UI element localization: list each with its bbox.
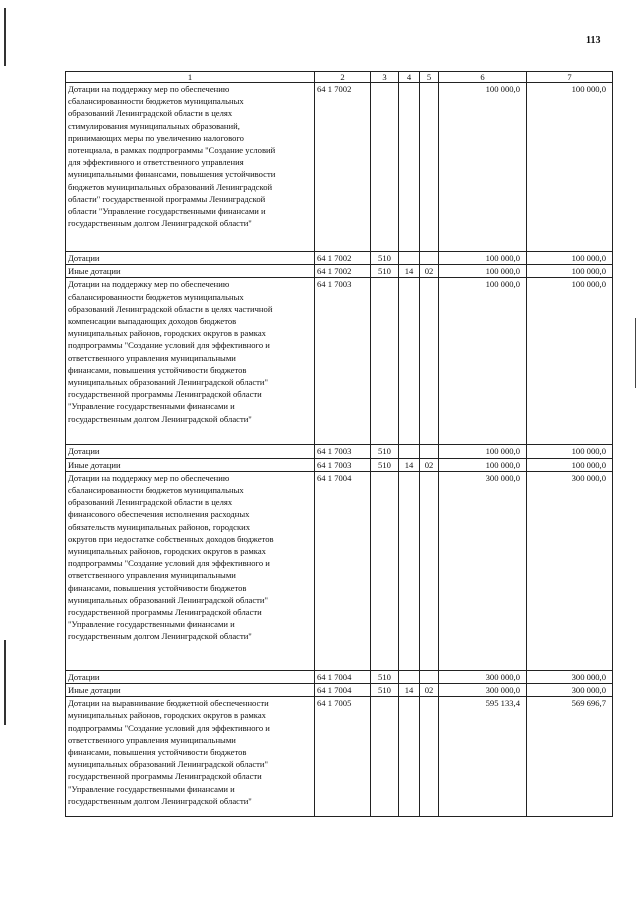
- row-section: 14: [399, 265, 420, 278]
- row-description: [66, 471, 315, 670]
- scan-edge-mark-right: [635, 318, 637, 388]
- row-section: [399, 252, 420, 265]
- table-row: [66, 83, 613, 252]
- row-amount-year-1: 100 000,0: [439, 278, 527, 445]
- table-row: [66, 265, 613, 278]
- row-description: [66, 265, 315, 278]
- row-amount-year-2: 569 696,7: [527, 697, 613, 817]
- row-subsection: [420, 445, 439, 458]
- table-row: [66, 458, 613, 471]
- row-amount-year-1: 100 000,0: [439, 265, 527, 278]
- row-description-text: Дотации: [68, 446, 100, 457]
- row-expense-type: [371, 278, 399, 445]
- row-target-code: 64 1 7004: [315, 684, 371, 697]
- row-expense-type: 510: [371, 684, 399, 697]
- row-amount-year-2: 100 000,0: [527, 445, 613, 458]
- row-expense-type: 510: [371, 445, 399, 458]
- row-description: [66, 684, 315, 697]
- header-col-6: 6: [439, 72, 527, 83]
- table-row: [66, 278, 613, 445]
- row-subsection: [420, 471, 439, 670]
- row-subsection: [420, 670, 439, 683]
- header-col-1: 1: [66, 72, 315, 83]
- row-subsection: 02: [420, 458, 439, 471]
- row-description-text: Дотации на поддержку мер по обеспечению сбалансированности бюджетов муниципальных образований Ленинградской области в целях финансового обеспечения исполнения расходных обязательств муниципальных районов, городских округов при недостатке собственных доходов бюджетов муниципальных районов, городских округов в рамках подпрограммы "Создание условий для эффективного и ответственного управления муниципальными финансами, повышения устойчивости бюджетов муниципальных образований Ленинградской области" государственной программы Ленинградской области "Управление государственными финансами и государственным долгом Ленинградской области": [68, 472, 274, 642]
- scan-edge-mark-bottom: [4, 640, 6, 725]
- row-target-code: 64 1 7004: [315, 670, 371, 683]
- table-row: [66, 471, 613, 670]
- row-target-code: 64 1 7002: [315, 265, 371, 278]
- row-target-code: 64 1 7002: [315, 83, 371, 252]
- row-amount-year-2: 100 000,0: [527, 265, 613, 278]
- row-expense-type: 510: [371, 252, 399, 265]
- row-target-code: 64 1 7004: [315, 471, 371, 670]
- header-col-4: 4: [399, 72, 420, 83]
- row-subsection: [420, 252, 439, 265]
- header-col-7: 7: [527, 72, 613, 83]
- row-description: [66, 252, 315, 265]
- row-description: [66, 670, 315, 683]
- row-amount-year-1: 595 133,4: [439, 697, 527, 817]
- row-target-code: 64 1 7003: [315, 445, 371, 458]
- row-description: [66, 458, 315, 471]
- row-target-code: 64 1 7003: [315, 458, 371, 471]
- scan-edge-mark-top: [4, 8, 6, 66]
- row-amount-year-1: 100 000,0: [439, 83, 527, 252]
- row-target-code: 64 1 7002: [315, 252, 371, 265]
- row-subsection: [420, 697, 439, 817]
- row-description-text: Дотации: [68, 671, 100, 682]
- row-section: [399, 697, 420, 817]
- header-col-2: 2: [315, 72, 371, 83]
- row-section: 14: [399, 684, 420, 697]
- row-section: [399, 445, 420, 458]
- row-amount-year-1: 300 000,0: [439, 670, 527, 683]
- row-subsection: 02: [420, 684, 439, 697]
- table-row: [66, 684, 613, 697]
- row-section: 14: [399, 458, 420, 471]
- table-header-row: [66, 72, 613, 83]
- row-description-text: Дотации на поддержку мер по обеспечению сбалансированности бюджетов муниципальных образований Ленинградской области в целях частичной компенсации выпадающих доходов бюджетов муниципальных районов, городских округов в рамках подпрограммы "Создание условий для эффективного и ответственного управления муниципальными финансами, повышения устойчивости бюджетов муниципальных образований Ленинградской области" государственной программы Ленинградской области "Управление государственными финансами и государственным долгом Ленинградской области": [68, 279, 273, 424]
- row-description: [66, 278, 315, 445]
- row-expense-type: 510: [371, 670, 399, 683]
- table-row: [66, 670, 613, 683]
- row-amount-year-2: 300 000,0: [527, 670, 613, 683]
- row-description-text: Дотации: [68, 253, 100, 263]
- row-description: [66, 697, 315, 817]
- row-amount-year-2: 100 000,0: [527, 278, 613, 445]
- table-row: [66, 697, 613, 817]
- row-section: [399, 278, 420, 445]
- row-subsection: [420, 278, 439, 445]
- row-amount-year-1: 100 000,0: [439, 458, 527, 471]
- row-description: [66, 83, 315, 252]
- row-amount-year-2: 100 000,0: [527, 458, 613, 471]
- page-number: 113: [586, 35, 601, 46]
- row-section: [399, 670, 420, 683]
- row-expense-type: [371, 83, 399, 252]
- row-subsection: 02: [420, 265, 439, 278]
- row-amount-year-1: 100 000,0: [439, 252, 527, 265]
- row-amount-year-2: 100 000,0: [527, 83, 613, 252]
- row-section: [399, 83, 420, 252]
- row-amount-year-1: 300 000,0: [439, 684, 527, 697]
- row-description-text: Дотации на выравнивание бюджетной обеспеченности муниципальных районов, городских округов в рамках подпрограммы "Создание условий для эффективного и ответственного управления муниципальными финансами, повышения устойчивости бюджетов муниципальных образований Ленинградской области" государственной программы Ленинградской области "Управление государственными финансами и государственным долгом Ленинградской области": [68, 698, 270, 806]
- row-expense-type: [371, 697, 399, 817]
- row-subsection: [420, 83, 439, 252]
- row-amount-year-2: 300 000,0: [527, 471, 613, 670]
- row-target-code: 64 1 7005: [315, 697, 371, 817]
- row-target-code: 64 1 7003: [315, 278, 371, 445]
- row-description-text: Иные дотации: [68, 459, 121, 470]
- row-amount-year-1: 100 000,0: [439, 445, 527, 458]
- table-row: [66, 445, 613, 458]
- row-amount-year-2: 100 000,0: [527, 252, 613, 265]
- budget-table: [65, 71, 613, 817]
- row-description-text: Иные дотации: [68, 266, 121, 277]
- row-amount-year-2: 300 000,0: [527, 684, 613, 697]
- row-description: [66, 445, 315, 458]
- row-expense-type: 510: [371, 265, 399, 278]
- header-col-3: 3: [371, 72, 399, 83]
- row-description-text: Иные дотации: [68, 685, 121, 696]
- row-section: [399, 471, 420, 670]
- row-description-text: Дотации на поддержку мер по обеспечению сбалансированности бюджетов муниципальных образований Ленинградской области в целях стимулирования муниципальных образований, принимающих меры по увеличению налогового потенциала, в рамках подпрограммы "Создание условий для эффективного и ответственного управления муниципальными финансами, повышения устойчивости бюджетов муниципальных образований Ленинградской области" государственной программы Ленинградской области "Управление государственными финансами и государственным долгом Ленинградской области": [68, 84, 276, 229]
- table-row: [66, 252, 613, 265]
- row-expense-type: 510: [371, 458, 399, 471]
- row-expense-type: [371, 471, 399, 670]
- header-col-5: 5: [420, 72, 439, 83]
- row-amount-year-1: 300 000,0: [439, 471, 527, 670]
